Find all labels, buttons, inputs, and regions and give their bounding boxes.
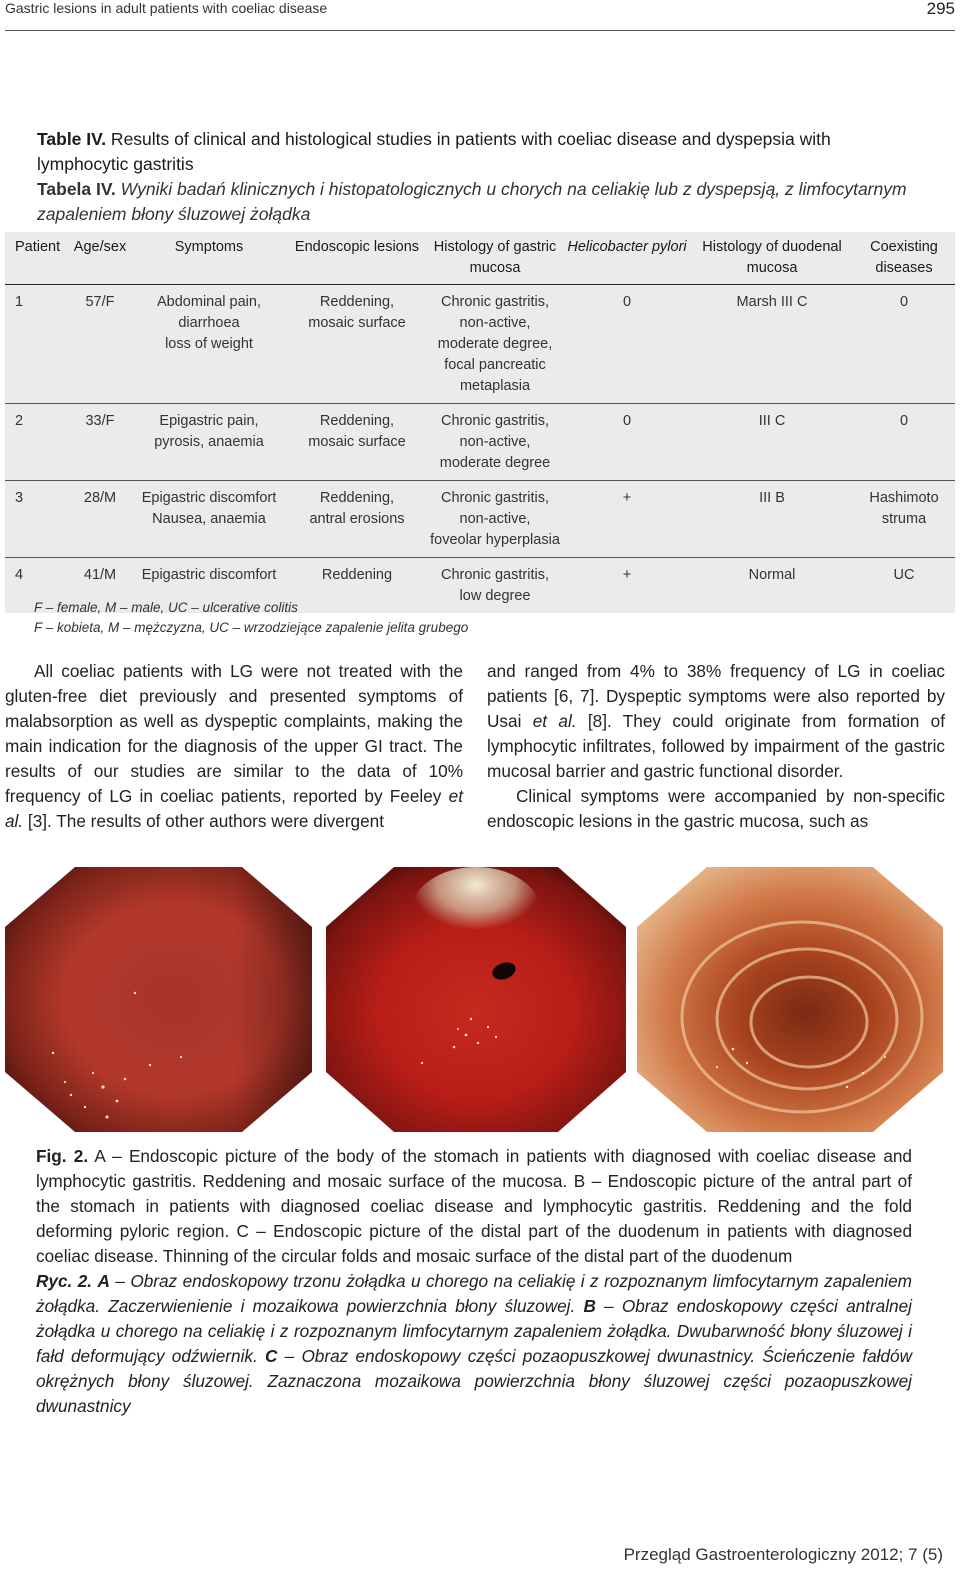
- figure-panel-a: [5, 867, 312, 1132]
- cell-helicobacter: +: [563, 481, 691, 558]
- cell-histology-gastric: [427, 481, 563, 558]
- header-histology-gastric: Histology of gastric mucosa: [427, 232, 563, 285]
- cell-line: Epigastric pain,: [159, 413, 259, 429]
- cell-histology-gastric: [427, 404, 563, 481]
- cell-line: diarrhoea: [178, 315, 240, 331]
- page-number: 295: [926, 0, 955, 18]
- cell-histology-duodenal: III B: [691, 481, 853, 558]
- table-row: [5, 481, 955, 558]
- cell-line: struma: [881, 511, 927, 527]
- journal-footer: Przegląd Gastroenterologiczny 2012; 7 (5): [623, 1545, 943, 1564]
- cell-coexisting: [853, 481, 955, 558]
- endoscopic-image-a: [5, 867, 312, 1132]
- cell-age-sex: 41/M: [83, 567, 117, 583]
- caption-text: – Obraz endoskopowy części pozaopuszkowej dwunastnicy. Ścieńczenie fałdów okrężnych błony śluzowej. Zaznaczona mozaikowa powierzchnia błony śluzowej części pozaopuszkowej dwunastnicy: [36, 1346, 912, 1416]
- cell-line: Chronic gastritis,: [441, 567, 549, 583]
- caption-text: – Endoscopic picture of the body of the stomach in patients with diagnosed with coeliac disease and lymphocytic gastritis. Reddening and mosaic surface of the mucosa.: [36, 1146, 912, 1191]
- figure-caption: [36, 1144, 912, 1419]
- cell-line: UC: [893, 567, 915, 583]
- body-text-etal: et al.: [532, 711, 577, 731]
- table-footnotes: [34, 598, 468, 638]
- cell-line: Chronic gastritis,: [441, 294, 549, 310]
- body-text: [3]. The results of other authors were divergent: [23, 811, 384, 831]
- data-table-container: [5, 232, 955, 613]
- cell-age-sex: 28/M: [69, 481, 131, 558]
- cell-coexisting: [853, 404, 955, 481]
- header-patient: Patient: [5, 232, 69, 285]
- cell-line: Abdominal pain,: [157, 294, 261, 310]
- table-caption-en: [37, 127, 917, 177]
- cell-helicobacter: +: [622, 567, 632, 583]
- cell-line: Reddening,: [319, 413, 395, 429]
- body-paragraph: Clinical symptoms were accompanied by non-specific endoscopic lesions in the gastric mucosa, such as: [487, 786, 945, 831]
- header-endoscopic: Endoscopic lesions: [287, 232, 427, 285]
- header-histology-duodenal: Histology of duodenal mucosa: [691, 232, 853, 285]
- table-caption-en-text: Results of clinical and histological studies in patients with coeliac disease and dyspepsia with lymphocytic gastritis: [37, 129, 831, 174]
- body-text: All coeliac patients with LG were not treated with the gluten-free diet previously and presented symptoms of malabsorption as well as dyspeptic complaints, making the main indication for the diagnosis of the upper GI tract. The results of our studies are similar to the data of 10% frequency of LG in coeliac patients, reported by Feeley: [5, 661, 463, 806]
- table-body: [5, 285, 955, 614]
- cell-line: focal pancreatic: [444, 357, 546, 373]
- caption-panel-ref: A: [97, 1271, 110, 1291]
- table-caption-pl-label: Tabela IV.: [37, 179, 116, 199]
- cell-patient: 4: [15, 567, 24, 583]
- cell-patient: 3: [5, 481, 69, 558]
- table-caption-en-label: Table IV.: [37, 129, 107, 149]
- figure-caption-label: Fig. 2.: [36, 1146, 89, 1166]
- cell-coexisting: [853, 285, 955, 404]
- caption-text: – Obraz endoskopowy części antralnej żołądka u chorego na celiakię i z rozpoznanym limfocytarnym zapaleniem żołądka. Dwubarwność błony śluzowej i fałd deformujący odźwiernik.: [36, 1296, 912, 1366]
- cell-patient: 1: [5, 285, 69, 404]
- body-column-right: [487, 659, 945, 834]
- body-paragraph: [487, 659, 945, 784]
- caption-text: – Endoscopic picture of the antral part of the stomach in patients with diagnosed coeliac disease and lymphocytic gastritis. Reddening and the fold deforming pyloric region.: [36, 1171, 912, 1241]
- table-caption-pl-text: Wyniki badań klinicznych i histopatologicznych u chorych na celiakię lub z dyspepsją, z limfocytarnym zapaleniem błony śluzowej żołądka: [37, 179, 907, 224]
- cell-line: Reddening: [321, 567, 393, 583]
- caption-panel-ref: C: [265, 1346, 278, 1366]
- running-header: [5, 0, 955, 31]
- figure-caption-label: Ryc. 2.: [36, 1271, 93, 1291]
- body-text-etal: et al.: [5, 786, 463, 831]
- table-row: [5, 404, 955, 481]
- running-title: Gastric lesions in adult patients with coeliac disease: [5, 0, 328, 16]
- cell-endoscopic: [287, 481, 427, 558]
- header-age-sex: Age/sex: [69, 232, 131, 285]
- footnote-pl: F – kobieta, M – mężczyzna, UC – wrzodziejące zapalenie jelita grubego: [34, 620, 469, 635]
- cell-line: non-active,: [459, 434, 531, 450]
- caption-panel-ref: B: [583, 1296, 596, 1316]
- cell-line: mosaic surface: [308, 315, 406, 331]
- header-helicobacter: Helicobacter pylori: [563, 232, 691, 285]
- caption-text: – Obraz endoskopowy trzonu żołądka u chorego na celiakię i z rozpoznanym limfocytarnym zapaleniem żołądka. Zaczerwienienie i mozaikowa powierzchnia błony śluzowej.: [36, 1271, 913, 1316]
- endoscopic-image-c: [637, 867, 943, 1132]
- body-paragraph: [5, 659, 463, 834]
- figure-caption-en: [36, 1144, 912, 1269]
- cell-line: Reddening,: [319, 294, 395, 310]
- table-caption-pl: [37, 177, 917, 227]
- cell-histology-duodenal: Marsh III C: [691, 285, 853, 404]
- cell-line: Nausea, anaemia: [152, 511, 266, 527]
- table-header-row: [5, 232, 955, 285]
- figure-panel-b: [326, 867, 626, 1132]
- caption-panel-ref: A: [94, 1146, 105, 1166]
- cell-symptoms: [131, 285, 287, 404]
- cell-line: non-active,: [459, 315, 531, 331]
- caption-panel-ref: C: [236, 1221, 249, 1241]
- body-text: and ranged from 4% to 38% frequency of LG in coeliac patients [6, 7]. Dyspeptic symptoms were also reported by Usai: [487, 661, 945, 731]
- cell-line: Epigastric discomfort: [141, 567, 277, 583]
- cell-line: foveolar hyperplasia: [430, 532, 560, 548]
- cell-age-sex: 33/F: [69, 404, 131, 481]
- panel-letter-b: B: [333, 867, 350, 895]
- cell-line: non-active,: [459, 511, 531, 527]
- cell-coexisting: [853, 558, 955, 614]
- panel-letter-a: A: [12, 867, 29, 895]
- footnote-en: F – female, M – male, UC – ulcerative colitis: [34, 600, 298, 615]
- caption-text: – Endoscopic picture of the distal part of the duodenum in patients with diagnosed coeliac disease. Thinning of the circular folds and mosaic surface of the distal part of the duodenum: [36, 1221, 912, 1266]
- header-symptoms: Symptoms: [131, 232, 287, 285]
- cell-symptoms: [131, 481, 287, 558]
- cell-histology-duodenal: Normal: [748, 567, 796, 583]
- fold-highlight-b: [411, 867, 541, 957]
- cell-line: Chronic gastritis,: [441, 413, 549, 429]
- cell-line: low degree: [459, 588, 531, 604]
- figure-caption-pl: [36, 1269, 912, 1419]
- cell-line: moderate degree: [439, 455, 551, 471]
- cell-line: loss of weight: [165, 336, 253, 352]
- cell-line: moderate degree,: [437, 336, 553, 352]
- cell-endoscopic: [287, 285, 427, 404]
- table-caption: [37, 127, 917, 227]
- cell-line: Reddening,: [319, 490, 395, 506]
- cell-helicobacter: 0: [563, 404, 691, 481]
- cell-line: Hashimoto: [869, 490, 939, 506]
- cell-histology-gastric: [427, 285, 563, 404]
- results-table: [5, 232, 955, 613]
- cell-histology-duodenal: III C: [691, 404, 853, 481]
- table-row: [5, 285, 955, 404]
- header-coexisting: Coexisting diseases: [853, 232, 955, 285]
- endoscopic-image-b: [326, 867, 626, 1132]
- caption-panel-ref: B: [573, 1171, 586, 1191]
- cell-line: mosaic surface: [308, 434, 406, 450]
- cell-line: Epigastric discomfort: [141, 490, 277, 506]
- body-text: [8]. They could originate from formation of lymphocytic infiltrates, followed by impairment of the gastric mucosal barrier and gastric functional disorder.: [487, 711, 945, 781]
- cell-symptoms: [131, 404, 287, 481]
- body-column-left: [5, 659, 463, 834]
- cell-patient: 2: [5, 404, 69, 481]
- cell-helicobacter: 0: [563, 285, 691, 404]
- cell-line: Chronic gastritis,: [441, 490, 549, 506]
- cell-line: 0: [899, 413, 909, 429]
- figure-panel-c: [637, 867, 943, 1132]
- panel-letter-c: C: [644, 867, 661, 895]
- cell-line: antral erosions: [309, 511, 405, 527]
- cell-line: 0: [899, 294, 909, 310]
- cell-line: metaplasia: [459, 378, 531, 394]
- cell-endoscopic: [287, 404, 427, 481]
- cell-line: pyrosis, anaemia: [154, 434, 264, 450]
- cell-age-sex: 57/F: [69, 285, 131, 404]
